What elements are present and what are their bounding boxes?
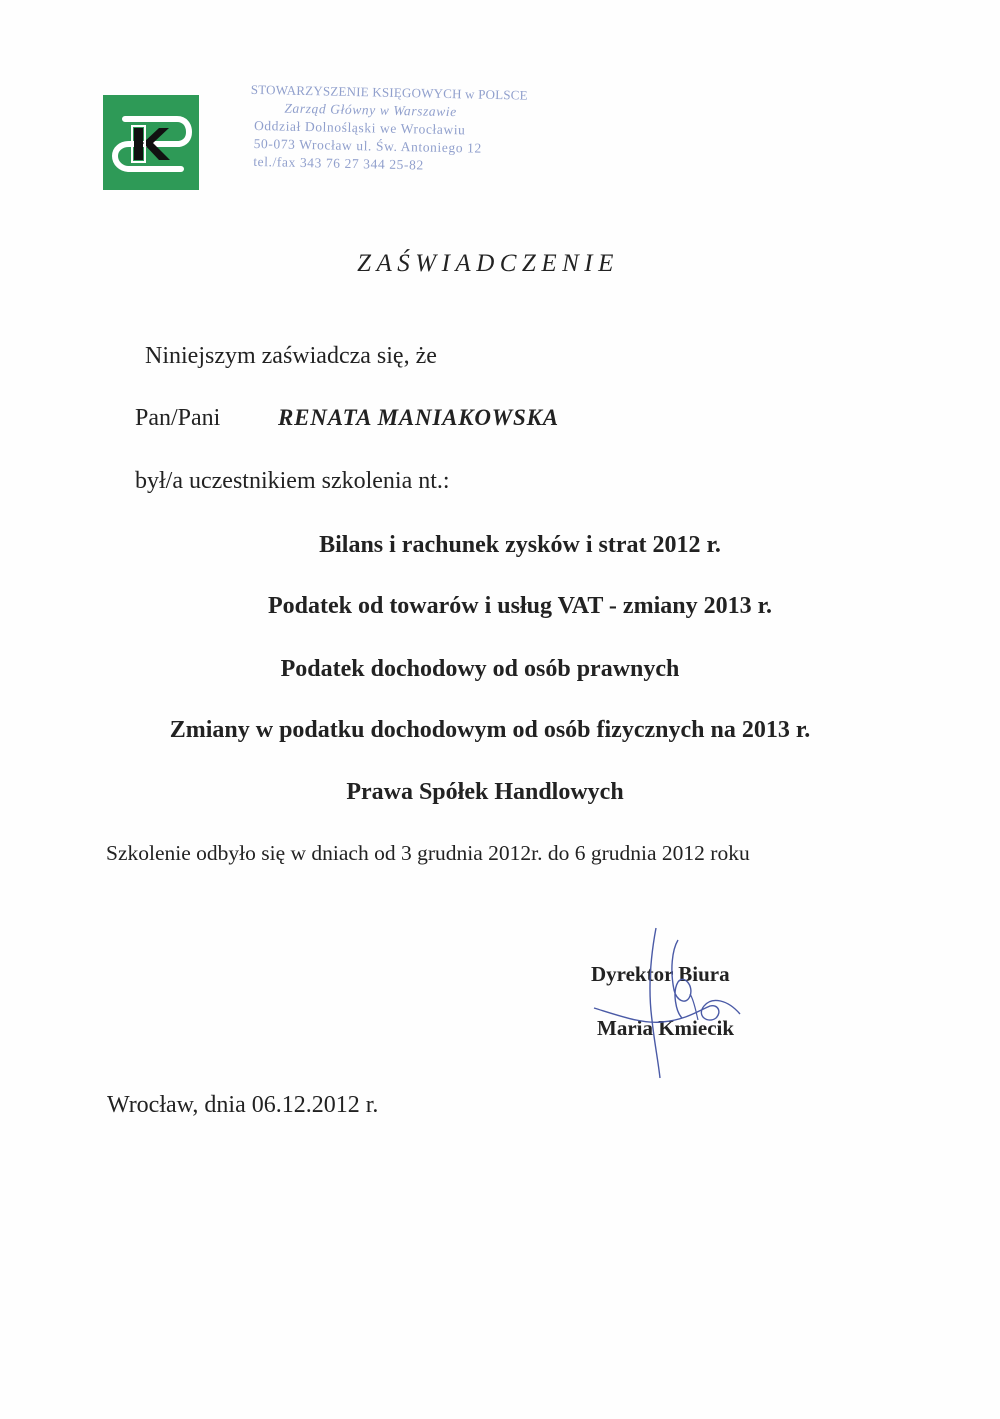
- training-topic-3: Podatek dochodowy od osób prawnych: [280, 656, 680, 682]
- stamp-line-2: Zarząd Główny w Warszawie: [284, 100, 457, 120]
- director-name: Maria Kmiecik: [597, 1016, 735, 1040]
- stamp-line-1: STOWARZYSZENIE KSIĘGOWYCH w POLSCE: [250, 81, 528, 103]
- training-topic-1: Bilans i rachunek zysków i strat 2012 r.: [319, 532, 721, 558]
- participation-text: był/a uczestnikiem szkolenia nt.:: [135, 468, 450, 494]
- director-title: Dyrektor Biura: [591, 962, 730, 986]
- document-title: ZAŚWIADCZENIE: [357, 250, 619, 277]
- intro-text: Niniejszym zaświadcza się, że: [145, 343, 437, 369]
- organization-stamp: [249, 81, 551, 177]
- organization-logo: [103, 95, 199, 190]
- place-and-date: Wrocław, dnia 06.12.2012 r.: [107, 1092, 379, 1118]
- training-topic-4: Zmiany w podatku dochodowym od osób fizycznych na 2013 r.: [169, 717, 811, 743]
- training-dates: Szkolenie odbyło się w dniach od 3 grudnia 2012r. do 6 grudnia 2012 roku: [106, 841, 750, 865]
- stamp-line-3: Oddział Dolnośląski we Wrocławiu: [253, 117, 466, 138]
- participant-name: RENATA MANIAKOWSKA: [278, 405, 559, 430]
- sk-logo-icon: [103, 95, 199, 190]
- handwritten-signature: [590, 920, 760, 1085]
- stamp-line-4: 50-073 Wrocław ul. Św. Antoniego 12: [253, 135, 482, 156]
- salutation-label: Pan/Pani: [135, 405, 221, 431]
- training-topic-5: Prawa Spółek Handlowych: [346, 779, 624, 805]
- stamp-line-5: tel./fax 343 76 27 344 25-82: [253, 153, 424, 173]
- training-topic-2: Podatek od towarów i usług VAT - zmiany 2013 r.: [267, 593, 773, 619]
